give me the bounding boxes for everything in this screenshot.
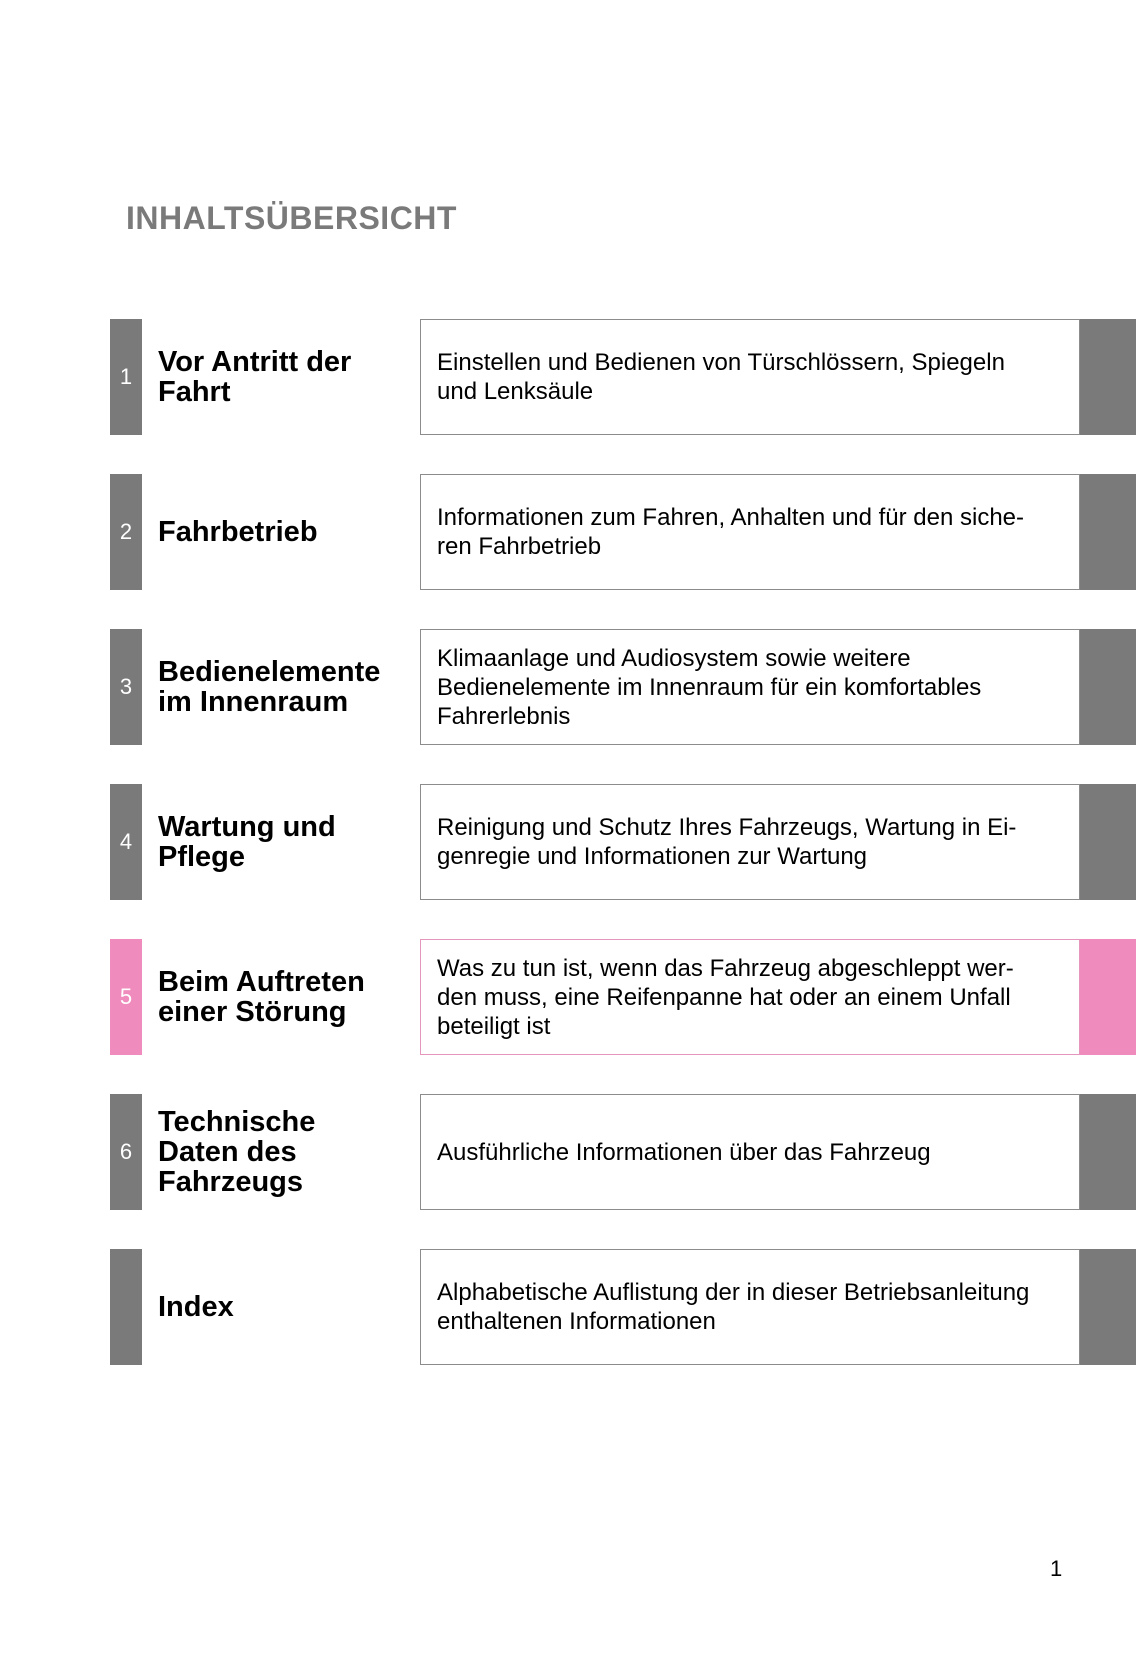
chapter-description[interactable]: Was zu tun ist, wenn das Fahrzeug abgeschleppt wer- den muss, eine Reifenpanne hat oder an einem Unfall beteiligt ist bbox=[420, 939, 1080, 1055]
chapter-title[interactable]: Fahrbetrieb bbox=[158, 516, 318, 548]
chapter-row-4[interactable] bbox=[110, 784, 1142, 900]
chapter-title[interactable]: Vor Antritt der Fahrt bbox=[158, 346, 352, 408]
chapter-description[interactable]: Alphabetische Auflistung der in dieser Betriebsanleitung enthaltenen Informationen bbox=[420, 1249, 1080, 1365]
chapter-tab[interactable]: 6 bbox=[110, 1094, 142, 1210]
chapter-tab[interactable]: 2 bbox=[110, 474, 142, 590]
chapter-title[interactable]: Bedienelemente im Innenraum bbox=[158, 656, 381, 718]
chapter-edge-tab[interactable] bbox=[1080, 1249, 1136, 1365]
chapter-edge-tab[interactable] bbox=[1080, 629, 1136, 745]
chapter-description[interactable]: Einstellen und Bedienen von Türschlössern, Spiegeln und Lenksäule bbox=[420, 319, 1080, 435]
chapter-row-5[interactable] bbox=[110, 939, 1142, 1055]
chapter-title[interactable]: Beim Auftreten einer Störung bbox=[158, 966, 365, 1028]
chapter-tab[interactable]: 1 bbox=[110, 319, 142, 435]
chapter-title[interactable]: Wartung und Pflege bbox=[158, 811, 336, 873]
chapter-description[interactable]: Klimaanlage und Audiosystem sowie weitere Bedienelemente im Innenraum für ein komfortables Fahrerlebnis bbox=[420, 629, 1080, 745]
chapter-title[interactable]: Technische Daten des Fahrzeugs bbox=[158, 1106, 316, 1198]
chapter-description[interactable]: Informationen zum Fahren, Anhalten und für den siche- ren Fahrbetrieb bbox=[420, 474, 1080, 590]
chapter-tab[interactable]: 3 bbox=[110, 629, 142, 745]
chapter-row-1[interactable] bbox=[110, 319, 1142, 435]
chapter-tab[interactable] bbox=[110, 1249, 142, 1365]
chapter-tab[interactable]: 5 bbox=[110, 939, 142, 1055]
chapter-tab[interactable]: 4 bbox=[110, 784, 142, 900]
chapter-description[interactable]: Ausführliche Informationen über das Fahrzeug bbox=[420, 1094, 1080, 1210]
chapter-row-index[interactable] bbox=[110, 1249, 1142, 1365]
chapter-edge-tab[interactable] bbox=[1080, 1094, 1136, 1210]
chapter-title[interactable]: Index bbox=[158, 1291, 234, 1323]
chapter-edge-tab[interactable] bbox=[1080, 319, 1136, 435]
chapter-edge-tab[interactable] bbox=[1080, 939, 1136, 1055]
chapter-row-6[interactable] bbox=[110, 1094, 1142, 1210]
chapter-edge-tab[interactable] bbox=[1080, 474, 1136, 590]
page-number: 1 bbox=[1050, 1556, 1063, 1581]
chapter-row-3[interactable] bbox=[110, 629, 1142, 745]
table-of-contents bbox=[110, 319, 1142, 1404]
chapter-edge-tab[interactable] bbox=[1080, 784, 1136, 900]
chapter-description[interactable]: Reinigung und Schutz Ihres Fahrzeugs, Wartung in Ei- genregie und Informationen zur Wartung bbox=[420, 784, 1080, 900]
chapter-row-2[interactable] bbox=[110, 474, 1142, 590]
page-title: INHALTSÜBERSICHT bbox=[126, 200, 457, 236]
